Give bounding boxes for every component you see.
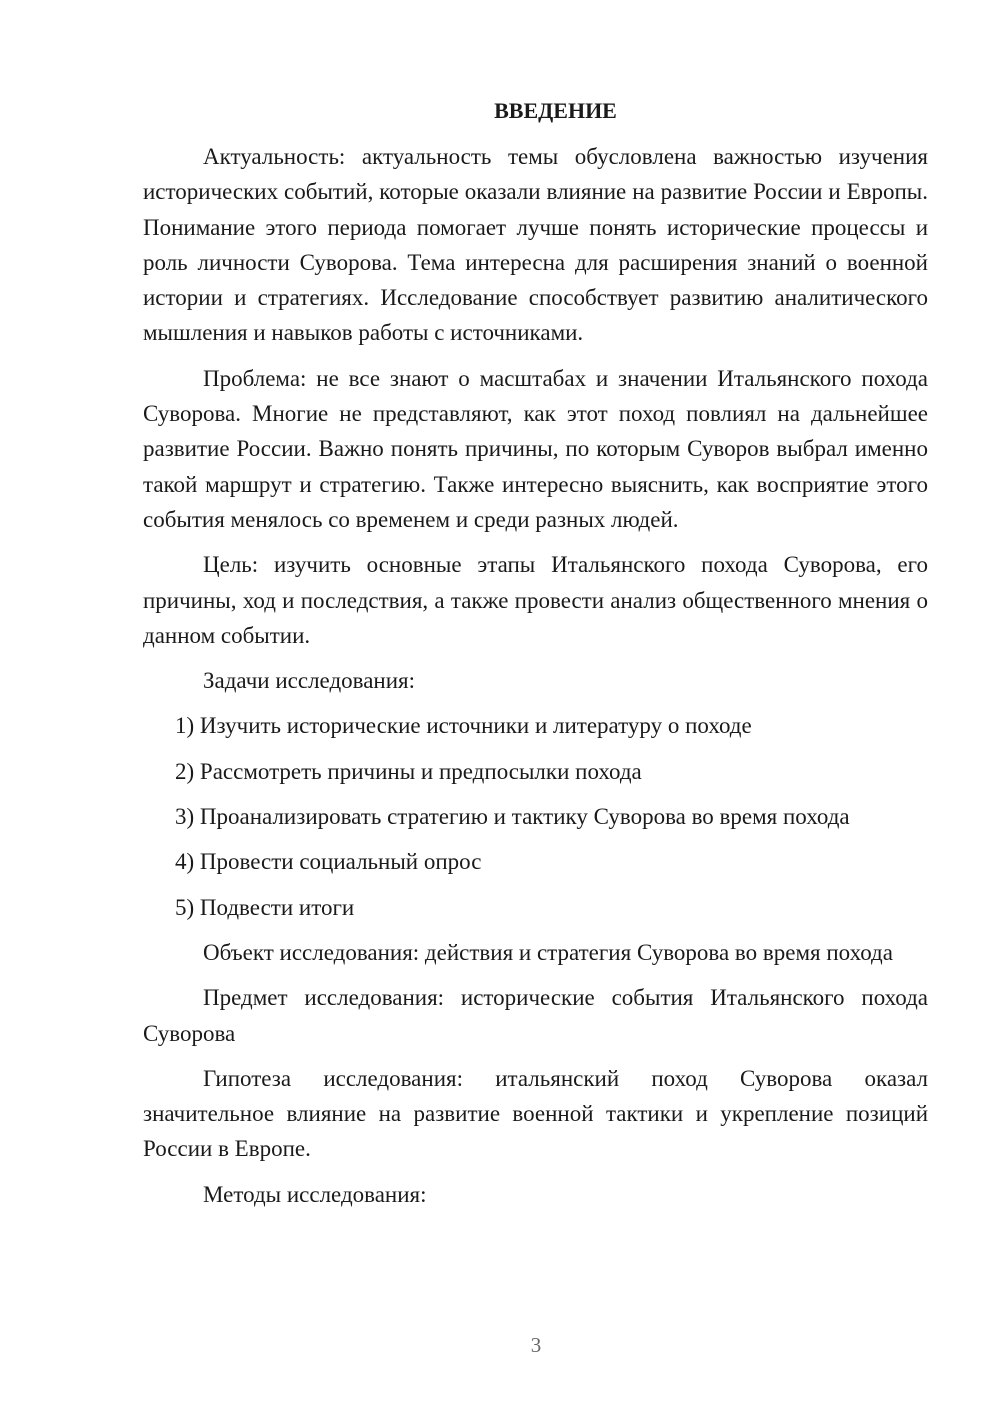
task-item: 2) Рассмотреть причины и предпосылки похода [175,758,642,784]
page-content [143,94,928,1222]
tasks-intro: Задачи исследования: [203,668,416,694]
tasks-list [143,708,928,924]
section-heading: ВВЕДЕНИЕ [494,98,617,123]
subject-paragraph: Предмет исследования: исторические события Итальянского похода Суворова [143,985,928,1046]
relevance-paragraph: Актуальность: актуальность темы обусловлена важностью изучения исторических событий, которые оказали влияние на развитие России и Европы. Понимание этого периода помогает лучше понять исторические процессы и роль личности Суворова. Тема интересна для расширения знаний о военной истории и стратегиях. Исследование способствует развитию аналитического мышления и навыков работы с источниками. [143,144,928,346]
task-item: 5) Подвести итоги [175,894,355,920]
task-item: 4) Провести социальный опрос [175,849,482,875]
hypothesis-paragraph: Гипотеза исследования: итальянский поход Суворова оказал значительное влияние на развитие военной тактики и укрепление позиций России в Европе. [143,1065,928,1162]
task-item: 3) Проанализировать стратегию и тактику Суворова во время похода [175,804,850,830]
task-item: 1) Изучить исторические источники и литературу о походе [175,713,752,739]
goal-paragraph: Цель: изучить основные этапы Итальянского похода Суворова, его причины, ход и последствия, а также провести анализ общественного мнения о данном событии. [143,552,928,648]
object-paragraph: Объект исследования: действия и стратегия Суворова во время похода [203,939,893,965]
methods-intro: Методы исследования: [203,1181,427,1207]
page-number: 3 [530,1333,542,1357]
problem-paragraph: Проблема: не все знают о масштабах и значении Итальянского похода Суворова. Многие не представляют, как этот поход повлиял на дальнейшее развитие России. Важно понять причины, по которым Суворов выбрал именно такой маршрут и стратегию. Также интересно выяснить, как восприятие этого события менялось со временем и среди разных людей. [143,365,928,532]
